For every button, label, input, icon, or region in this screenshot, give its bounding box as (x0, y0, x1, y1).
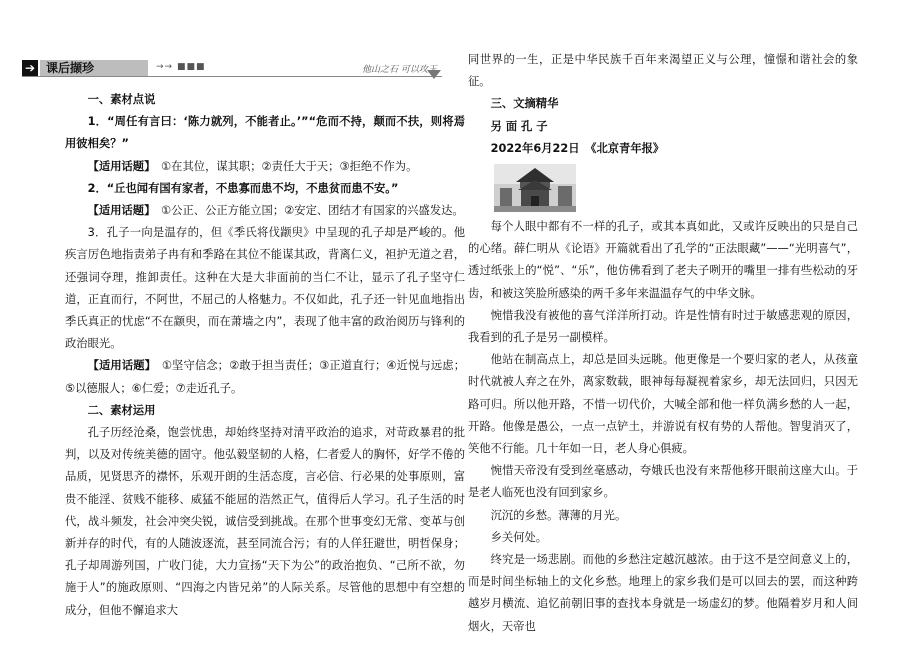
article-paragraph-4: 惋惜天帝没有受到丝毫感动，夸娥氏也没有来帮他移开眼前这座大山。于是老人临死也没有回到家乡。 (468, 464, 858, 500)
topic-tag: 【适用话题】 (87, 159, 150, 173)
topic-2 (65, 200, 465, 222)
article-paragraph-7: 终究是一场悲剧。而他的乡愁注定越沉越浓。由于这不是空间意义上的，而是时间坐标轴上的文化乡愁。地理上的家乡我们是可以回去的罢，而这种跨越岁月横流、追忆前朝旧事的查找本身就是一场虚幻的梦。他隔着岁月和人间烟火，天帝也 (468, 553, 858, 633)
right-column (468, 49, 858, 638)
topic-1 (65, 156, 465, 178)
article-date-source: 2022年6月22日 《北京青年报》 (490, 141, 665, 155)
temple-photo (494, 164, 576, 212)
arrow-icon: ➔ (22, 60, 38, 76)
banner-rule (22, 76, 442, 77)
article-title: 另 面 孔 子 (490, 119, 548, 133)
topic-tag: 【适用话题】 (87, 359, 151, 373)
section-heading-1: 一、素材点说 (87, 93, 156, 106)
topic-text: ①公正、公正方能立国；②安定、团结才有国家的兴盛发达。 (161, 204, 464, 218)
article-paragraph-3: 他站在制高点上，却总是回头远眺。他更像是一个要归家的老人，从孩童时代就被人弃之在外，离家数载，眼神每每凝视着家乡，却无法回归，只因无路可归。所以他开路，不惜一切代价，大喊全部和他一样负满乡愁的人一起，开路。他像是愚公，一点一点铲土，并游说有权有势的人帮他。智叟消灭了，笑他不行能。几十年如一日，老人身心俱疲。 (468, 353, 858, 456)
banner-motto: 他山之石 可以攻玉 (362, 65, 437, 75)
usage-paragraph: 孔子历经沧桑，饱尝忧患，却始终坚持对清平政治的追求，对苛政暴君的批判，以及对传统美德的固守。他弘毅坚韧的人格，仁者爱人的胸怀，好学不倦的品质，见贤思齐的襟怀，乐观开朗的生活态度，言必信、行必果的处事原则，富贵不能淫、贫贱不能移、威猛不能屈的浩然正气，值得后人学习。孔子生活的时代，战斗频发，社会冲突尖锐，诚信受到挑战。在那个世事变幻无常、变革与创新并存的时代，有的人随波逐流，甚至同流合污；有的人佯狂避世，明哲保身；孔子却周游列国，广收门徒，大力宣扬“天下为公”的政治抱负、“己所不欲，勿施于人”的施政原则、“四海之内皆兄弟”的人际关系。尽管他的思想中有空想的成分，但他不懈追求大 (65, 426, 465, 617)
topic-text: ①在其位，谋其职；②责任大于天；③拒绝不作为。 (161, 159, 418, 173)
banner-label: 课后撷珍 (40, 60, 148, 76)
paragraph-3: 3．孔子一向是温存的，但《季氏将伐颛臾》中呈现的孔子却是严峻的。他疾言厉色地指责弟子冉有和季路在其位不能谋其政，背离仁义，袒护无道之君，还强词夺理，推卸责任。这种在大是大非面前的当仁不让，显示了孔子坚守仁道，正直而行，不阿世，不屈己的人格魅力。不仅如此，孔子还一针见血地指出季氏真正的忧虑“不在颛臾，而在萧墙之内”，表现了他丰富的政治阅历与锋利的政治眼光。 (65, 226, 465, 351)
quote-1: 1．“周任有言曰：‘陈力就列，不能者止。’”“危而不持，颠而不扶，则将焉用彼相矣？” (65, 115, 465, 151)
article-paragraph-1: 每个人眼中都有不一样的孔子，或其本真如此，又或许反映出的只是自己的心绪。薛仁明从《论语》开篇就看出了孔学的“正法眼藏”——“光明喜气”，透过纸张上的“悦”、“乐”，他仿佛看到了老夫子咧开的嘴里一排有些松动的牙齿，和被这笑脸所感染的两千多年来温温存气的中华文脉。 (468, 220, 858, 300)
topic-3 (65, 355, 465, 399)
section-banner (22, 58, 442, 78)
section-heading-3: 三、文摘精华 (490, 97, 559, 111)
article-paragraph-2: 惋惜我没有被他的喜气洋洋所打动。许是性情有时过于敏感悲观的原因，我看到的孔子是另一副模样。 (468, 308, 858, 345)
triangle-marker-icon (427, 70, 441, 79)
continuation-text: 同世界的一生，正是中华民族千百年来渴望正义与公理，憧憬和谐社会的象征。 (468, 53, 858, 89)
topic-text: ①坚守信念；②敢于担当责任；③正道直行；④近悦与远虑；⑤以德服人；⑥仁爱；⑦走近孔子。 (65, 359, 465, 395)
quote-2: 2．“丘也闻有国有家者，不患寡而患不均，不患贫而患不安。” (87, 181, 399, 195)
banner-decoration: →→ ■■■ (156, 62, 206, 72)
article-paragraph-6: 乡关何处。 (490, 530, 548, 544)
left-column (65, 89, 465, 622)
topic-tag: 【适用话题】 (87, 204, 150, 218)
section-heading-2: 二、素材运用 (87, 403, 156, 417)
article-paragraph-5: 沉沉的乡愁。薄薄的月光。 (490, 508, 627, 522)
